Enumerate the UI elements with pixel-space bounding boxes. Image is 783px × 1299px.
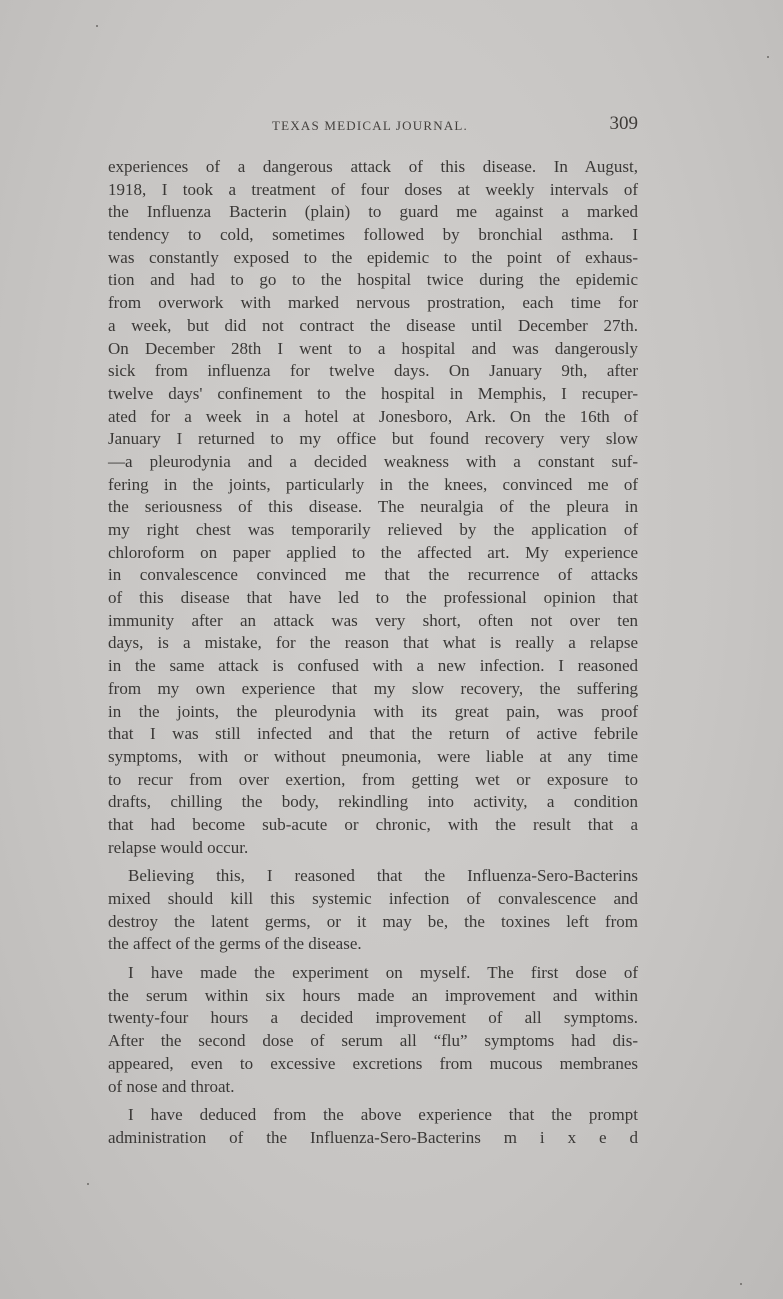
text-line: ated for a week in a hotel at Jonesboro, Ark. On the 16th of [108,406,638,426]
paper-speck [740,1283,742,1285]
text-line: of this disease that have led to the professional opinion that [108,588,638,608]
text-line: appeared, even to excessive excretions from mucous membranes [108,1053,638,1073]
text-line: twelve days' confinement to the hospital in Memphis, I recuper- [108,383,638,403]
text-line: chloroform on paper applied to the affected art. My experience [108,542,638,562]
text-line: in the joints, the pleurodynia with its great pain, was proof [108,701,638,721]
paragraph [108,156,638,859]
paper-speck [96,25,98,27]
text-line: experiences of a dangerous attack of this disease. In August, [108,157,638,176]
article-body [108,156,638,1150]
text-line: Believing this, I reasoned that the Influenza-Sero-Bacterins [128,866,638,886]
text-line: to recur from over exertion, from getting wet or exposure to [108,769,638,789]
text-line: in convalescence convinced me that the recurrence of attacks [108,565,638,585]
page-header [108,113,638,143]
text-line: was constantly exposed to the epidemic to the point of exhaus- [108,247,638,267]
text-line: days, is a mistake, for the reason that what is really a relapse [108,633,638,653]
text-line: from my own experience that my slow recovery, the suffering [108,678,638,698]
text-line: fering in the joints, particularly in the knees, convinced me of [108,474,638,494]
paragraph [108,865,638,956]
paragraph [108,962,638,1098]
text-line: that had become sub-acute or chronic, with the result that a [108,814,638,834]
text-line: a week, but did not contract the disease until December 27th. [108,315,638,335]
text-line: administration of the Influenza-Sero-Bacterins m i x e d [108,1127,638,1147]
text-line: mixed should kill this systemic infection of convalescence and [108,889,638,908]
text-line: symptoms, with or without pneumonia, were liable at any time [108,746,638,766]
text-line: relapse would occur. [108,837,249,857]
text-line: —a pleurodynia and a decided weakness with a constant suf- [108,451,638,471]
text-line: I have deduced from the above experience that the prompt [128,1105,638,1125]
text-line: immunity after an attack was very short, often not over ten [108,610,638,630]
text-line: the seriousness of this disease. The neuralgia of the pleura in [108,497,638,517]
running-head: TEXAS MEDICAL JOURNAL. [272,118,468,133]
text-line: of nose and throat. [108,1076,235,1096]
text-line: 1918, I took a treatment of four doses at weekly intervals of [108,179,638,199]
text-line: my right chest was temporarily relieved by the application of [108,520,638,539]
text-line: After the second dose of serum all “flu” symptoms had dis- [108,1031,638,1051]
text-line: January I returned to my office but found recovery very slow [108,429,638,449]
text-line: in the same attack is confused with a new infection. I reasoned [108,656,638,676]
text-line: tendency to cold, sometimes followed by bronchial asthma. I [108,225,638,245]
paper-speck [87,1183,89,1185]
text-line: drafts, chilling the body, rekindling into activity, a condition [108,792,638,812]
text-line: that I was still infected and that the return of active febrile [108,724,638,744]
text-line: sick from influenza for twelve days. On January 9th, after [108,361,638,381]
text-line: the serum within six hours made an improvement and within [108,985,638,1005]
text-line: I have made the experiment on myself. The first dose of [128,963,638,983]
text-line: the affect of the germs of the disease. [108,934,362,954]
text-line: the Influenza Bacterin (plain) to guard me against a marked [108,202,638,222]
text-line: destroy the latent germs, or it may be, the toxines left from [108,911,638,931]
paragraph [108,1104,638,1149]
page-number: 309 [609,113,638,134]
text-line: twenty-four hours a decided improvement of all symptoms. [108,1008,638,1028]
text-line: tion and had to go to the hospital twice during the epidemic [108,270,638,290]
paper-speck [767,56,769,58]
text-line: from overwork with marked nervous prostration, each time for [108,293,638,313]
text-line: On December 28th I went to a hospital and was dangerously [108,338,638,358]
